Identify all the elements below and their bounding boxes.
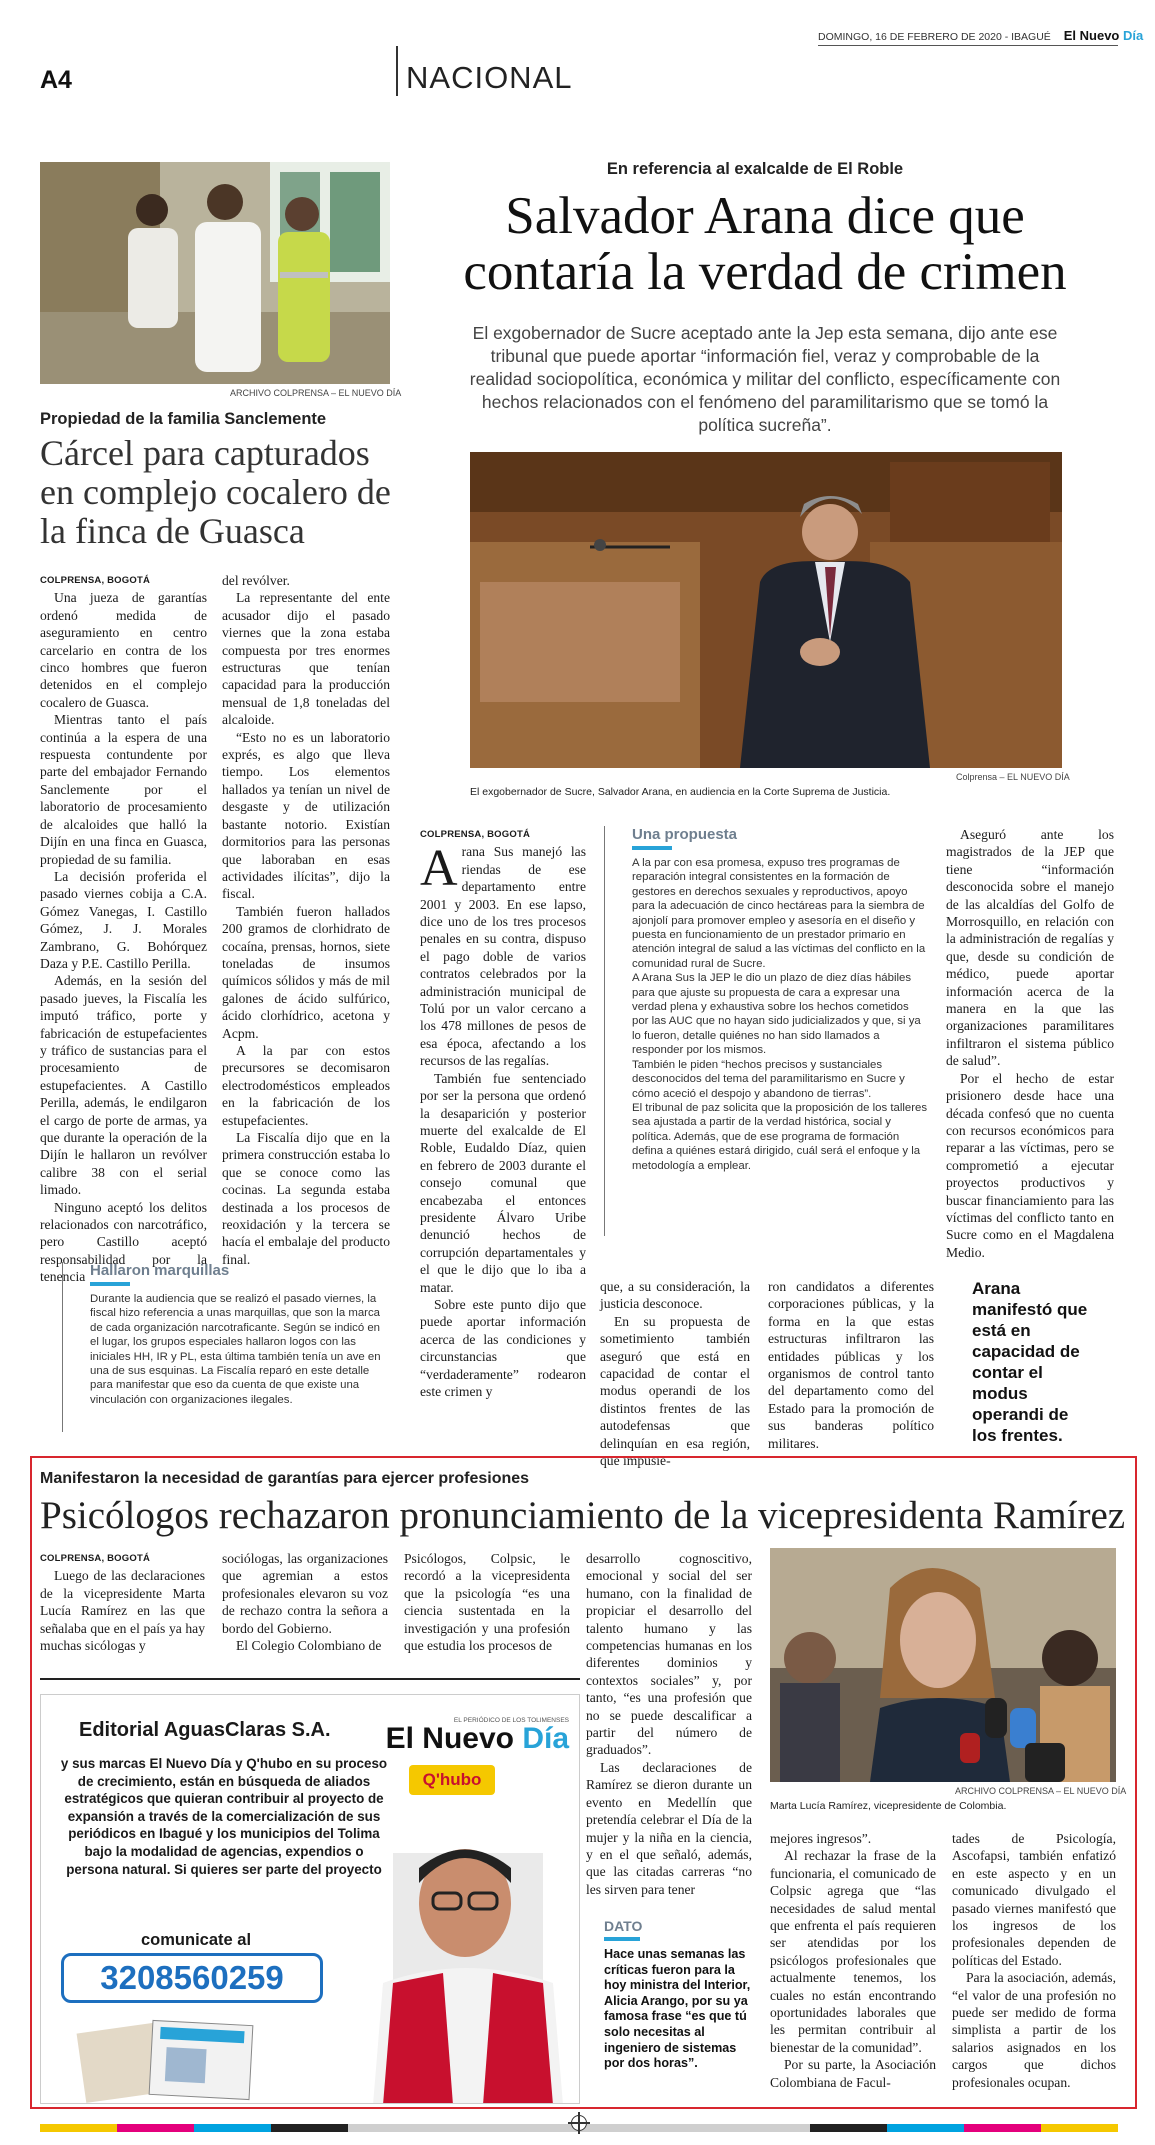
cmyk-swatch: [40, 2124, 117, 2132]
bottom-headline: Psicólogos rechazaron pronunciamiento de la vicepresidenta Ramírez: [40, 1494, 1126, 1537]
registration-mark-icon: [571, 2115, 587, 2131]
cmyk-swatch: [964, 2124, 1041, 2132]
photo-ramirez-illustration: [770, 1548, 1116, 1782]
main-col-2: [600, 1278, 750, 1469]
brand-prefix: El Nuevo: [1063, 28, 1120, 43]
ad-qhubo-logo: Q'hubo: [409, 1765, 495, 1795]
dato-text: Hace unas semanas las críticas fueron para la hoy ministra del Interior, Alicia Arango, por su ya famosa frase “es que tú solo necesitas al ingeniero de sistemas por dos horas”.: [604, 1947, 751, 2071]
paragraph: También fue sentenciado por ser la persona que ordenó la desaparición y posterior muerte del exalcalde de El Roble, Eudaldo Díaz, quien en febrero de 2003 durante el consejo comunal que encabezaba el entonces presidente Álvaro Uribe denunció hechos de corrupción departamentales y el que le dijo que lo iba a matar.: [420, 1070, 586, 1295]
main-col-3: [768, 1278, 934, 1452]
paragraph: Ninguno aceptó los delitos relacionados con narcotráfico, pero Castillo aceptó responsabilidad por la tenencia: [40, 1199, 207, 1285]
sidebar-propuesta-text: [632, 856, 928, 1173]
bottom-col-4: [586, 1550, 752, 1898]
paragraph: Para la asociación, además, “el valor de una profesión no puede ser medido de forma simplista a partir de los salarios asignados en los cargos que dichos profesionales ocupan.: [952, 1970, 1116, 2090]
ad-phone[interactable]: 3208560259: [61, 1953, 323, 2003]
paragraph: del revólver.: [222, 573, 290, 588]
section-title: NACIONAL: [406, 60, 573, 95]
cmyk-swatch: [810, 2124, 887, 2132]
paragraph: También le piden “hechos precisos y sustanciales desconocidos del tema del paramilitarismo en Sucre y cómo aceció el despojo y abandono de tierras”.: [632, 1058, 905, 1100]
paragraph: A la par con esa promesa, expuso tres programas de reparación integral consistentes en la formación de gestores en derechos sexuales y reproductivos, apoyo para la adecuación de cinco hectáreas para la siembra de ajonjolí para promover empleo y asesoría en el diseño y puesta en funcionamiento de un prestador primario en atención integral de salud a las víctimas del conflicto en la comunidad rural de Sucre.: [632, 857, 926, 970]
brand-suffix: Día: [1122, 28, 1144, 43]
propuesta-bracket: [604, 826, 605, 1236]
photo-capturados: [40, 162, 390, 384]
main-kicker: En referencia al exalcalde de El Roble: [606, 160, 904, 178]
left-byline: COLPRENSA, BOGOTÁ: [40, 575, 151, 586]
paragraph: ron candidatos a diferentes corporaciones públicas, y la forma en la que estas estructuras infiltraron las entidades públicas y los organismos de control tanto del departamento como del Estado para la promoción de sus banderas político militares.: [768, 1279, 934, 1451]
paragraph: Sobre este punto dijo que puede aportar información acerca de las condiciones y circunstancias que “verdaderamente” rodearon este crimen y: [420, 1296, 586, 1399]
ad-separator: [40, 1678, 580, 1680]
brand-logo: [1064, 28, 1143, 43]
paragraph: tades de Psicología, Ascofapsi, también enfatizó en este aspecto y en un comunicado divulgado el pasado viernes manifestó que los ingresos de los profesionales dependen de políticas del Estado.: [952, 1831, 1116, 1968]
cmyk-swatch: [117, 2124, 194, 2132]
drop-cap: A: [420, 840, 458, 898]
paragraph: La Fiscalía dijo que en la primera construcción estaba lo que se conoce como las cocinas. La segunda estaba destinada a los procesos de reoxidación y la tercera se hacía el embalaje del producto final.: [222, 1130, 390, 1267]
photo-ramirez: [770, 1548, 1116, 1782]
paragraph: La representante del ente acusador dijo el pasado viernes que la zona estaba compuesta por tres enormes estructuras que tenían capacidad para la producción mensual de 1,8 toneladas del alcaloide.: [222, 590, 390, 728]
cmyk-swatch: [1041, 2124, 1118, 2132]
dateline: [818, 28, 1143, 43]
pullquote: Arana manifestó que está en capacidad de contar el modus operandi de los frentes.: [972, 1279, 1088, 1445]
cmyk-swatch: [271, 2124, 348, 2132]
header-rule: [818, 45, 1118, 46]
main-deck: El exgobernador de Sucre aceptado ante la Jep esta semana, dijo ante ese tribunal que puede aportar “información fiel, veraz y comprobable de la realidad sociopolítica, económica y militar del conflicto, específicamente con hechos relacionados con el fenómeno del paramilitarismo que se tomó la política sucreña”.: [469, 323, 1061, 435]
bottom-kicker: Manifestaron la necesidad de garantías para ejercer profesiones: [40, 1470, 530, 1487]
paragraph: mejores ingresos”.: [770, 1831, 872, 1846]
paragraph: sociólogas, las organizaciones que agremian a estos profesionales elevaron su voz de rechazo contra la señora a bordo del Gobierno.: [222, 1551, 388, 1636]
sidebar-accent-bar: [632, 846, 672, 850]
paragraph: Por el hecho de estar prisionero desde hace una década confesó que no cuenta con recursos económicos para reparar a las víctimas, pero se comprometió a ejecutar proyectos productivos y buscar financiamiento para las víctimas del conflicto tanto en Sucre como en el Magdalena Medio.: [946, 1070, 1114, 1260]
paragraph: Además, en la sesión del pasado jueves, la Fiscalía les imputó tráfico, porte y fabricación de estupefacientes y tráfico de sustancias para el procesamiento de estupefacientes. A Castillo Perilla, además, le endilgaron el cargo de porte de armas, ya que durante la operación de la Dijín le hallaron un revólver calibre 38 con el serial limado.: [40, 973, 207, 1198]
arana-photo-credit: Colprensa – EL NUEVO DÍA: [956, 772, 1070, 782]
left-kicker: Propiedad de la familia Sanclemente: [40, 410, 327, 428]
paragraph: En su propuesta de sometimiento también aseguró que está en capacidad de contar el modus operandi de los distintos frentes de las autodefensas que delinquían en esa región, que impusie-: [600, 1313, 750, 1469]
paragraph: A Arana Sus la JEP le dio un plazo de diez días hábiles para que ajuste su propuesta de cara a expresar una verdad plena y exhaustiva sobre los hechos cometidos por las AUC que no hayan sido judicializados y que, si ya lo fueron, detalle quiénes no han sido llamados a responder por los mismos.: [632, 972, 921, 1057]
sidebar-accent-bar: [90, 1282, 130, 1286]
left-col-2: [222, 572, 390, 1268]
paragraph: Una jueza de garantías ordenó medida de aseguramiento en centro carcelario en contra de los cinco hombres que fueron detenidos en el complejo cocalero de Guasca.: [40, 590, 207, 710]
sidebar-marquillas-text: Durante la audiencia que se realizó el pasado viernes, la fiscal hizo referencia a unas marquillas, que son la marca de cada organización narcotraficante. Según se indicó en el lugar, los grupos especiales hallaron logos con las iniciales HH, IR y PL, esta última también tenía un ave en una de sus esquinas. La Fiscalía reparó en este detalle para manifestar que eso da cuenta de que existe una vinculación con organizaciones ilegales.: [90, 1293, 381, 1406]
ad-cta: comunicate al: [141, 1931, 252, 1949]
sidebar-propuesta: [632, 826, 928, 1173]
left-headline: Cárcel para capturados en complejo cocalero de la finca de Guasca: [40, 433, 391, 551]
bottom-col-1: [40, 1550, 205, 1654]
main-col-4: [946, 826, 1114, 1261]
dato-accent-bar: [604, 1937, 640, 1941]
arana-photo-caption: El exgobernador de Sucre, Salvador Arana, en audiencia en la Corte Suprema de Justicia.: [470, 786, 891, 798]
dato-title: DATO: [604, 1918, 643, 1934]
ad-logo: [369, 1717, 569, 1754]
main-col-1: [420, 826, 586, 1400]
bottom-byline: COLPRENSA, BOGOTÁ: [40, 1553, 151, 1564]
photo-credit-capturados: ARCHIVO COLPRENSA – EL NUEVO DÍA: [230, 388, 402, 398]
ad-logo-prefix: El Nuevo: [385, 1722, 514, 1755]
paragraph: [420, 840, 586, 1069]
ramirez-photo-credit: ARCHIVO COLPRENSA – EL NUEVO DÍA: [955, 1786, 1127, 1796]
ad-illustration: [41, 2015, 381, 2104]
ad-body: y sus marcas El Nuevo Día y Q'hubo en su proceso de crecimiento, están en búsqueda de aliados estratégicos que quieran contribuir al proyecto de expansión a través de la comercialización de sus periódicos en Ibagué y los municipios del Tolima bajo la modalidad de agencias, expendios o persona natural. Si quieres ser parte del proyecto: [60, 1756, 388, 1877]
paragraph: Al rechazar la frase de la funcionaria, el comunicado de Colpsic agrega que “las necesidades de salud mental que enfrenta el país requieren ser atendidas por los psicólogos profesionales que actualmente tenemos, los cuales no están encontrando oportunidades laborales que les permitan contribuir al bienestar de la comunidad”.: [770, 1848, 936, 2055]
photo-arana: [470, 452, 1062, 768]
sidebar-marquillas-title: Hallaron marquillas: [90, 1262, 230, 1279]
ad-logo-tagline: EL PERIÓDICO DE LOS TOLIMENSES: [453, 1717, 569, 1724]
paragraph: También fueron hallados 200 gramos de clorhidrato de cocaína, prensas, hornos, siete toneladas de insumos químicos sólidos y más de mil galones de ácido sulfúrico, ácido clorhídrico, acetona y Acpm.: [222, 903, 390, 1041]
paragraph: desarrollo cognoscitivo, emocional y social del ser humano, con la finalidad de propiciar el desarrollo del talento humano y las competencias humanas en los diferentes dominios y contextos sociales” y, por tanto, “es una profesión que no se puede descalificar a partir del número de graduados”.: [586, 1551, 752, 1758]
photo-arana-illustration: [470, 452, 1062, 768]
paragraph: A la par con estos precursores se decomisaron electrodomésticos empleados en la fabricación de los estupefacientes.: [222, 1042, 390, 1128]
cmyk-swatch: [194, 2124, 271, 2132]
lead-text: rana Sus manejó las riendas de ese departamento entre 2001 y 2003. En ese lapso, dice uno de los tres procesos penales en su contra, dispuso el pago doble de varios contratos celebrados por la administración municipal de Tolú por un valor cercano a los 478 millones de pesos de esa época, afectando a los recursos de las regalías.: [420, 844, 586, 1069]
left-col-1: [40, 572, 207, 1286]
section-divider: [396, 46, 398, 96]
bottom-col-6: [952, 1830, 1116, 2091]
ad-person-illustration: [353, 1813, 580, 2104]
ad-logo-brand: [369, 1724, 569, 1754]
sidebar-bracket: [62, 1262, 63, 1432]
paragraph: Psicólogos, Colpsic, le recordó a la vicepresidenta que la psicología “es una ciencia sustentada en la investigación y una profesión que estudia los procesos de: [404, 1551, 570, 1654]
cmyk-swatch: [887, 2124, 964, 2132]
paragraph: que, a su consideración, la justicia desconoce.: [600, 1279, 750, 1312]
paragraph: Aseguró ante los magistrados de la JEP que tiene “información desconocida sobre el manejo de las alcaldías del Golfo de Morrosquillo, en relación con la administración de regalías y que, desde su condición de médico, puede aportar información acerca de la manera en la que las organizaciones paramilitares infiltraron el sistema público de salud”.: [946, 827, 1114, 1069]
main-headline: Salvador Arana dice que contaría la verdad de crimen: [463, 187, 1067, 301]
photo-capturados-illustration: [40, 162, 390, 384]
paragraph: “Esto no es un laboratorio exprés, es algo que lleva tiempo. Los elementos hallados ya tenían un nivel de desgaste y de utilización bastante notorio. Existían dormitorios para las personas que laboraban en esas actividades ilícitas”, dijo la fiscal.: [222, 729, 390, 902]
bottom-col-5: [770, 1830, 936, 2091]
ad-title: Editorial AguasClaras S.A.: [79, 1719, 331, 1741]
bottom-col-3: [404, 1550, 570, 1654]
paragraph: El tribunal de paz solicita que la proposición de los talleres sea ajustada a partir de la verdad histórica, social y política. Además, que de ese programa de formación defina a quiénes estará dirigido, cuál será el enfoque y la metodología a emplear.: [632, 1101, 928, 1172]
dato-box: [604, 1918, 754, 2072]
paragraph: La decisión proferida el pasado viernes cobija a C.A. Gómez Vanegas, I. Castillo Gómez, J. J. Morales Zambrano, G. Bohórquez Daza y P.E. Castillo Perilla.: [40, 868, 207, 971]
sidebar-propuesta-title: Una propuesta: [632, 826, 738, 843]
dateline-text: DOMINGO, 16 DE FEBRERO DE 2020 - IBAGUÉ: [818, 31, 1051, 43]
ad-logo-suffix: Día: [522, 1722, 569, 1755]
paragraph: Mientras tanto el país continúa a la espera de una respuesta contundente por parte del embajador Fernando Sanclemente por el laboratorio de procesamiento de alcaloides que halló la Dijín en una finca en Guasca, propiedad de su familia.: [40, 712, 207, 867]
main-byline: COLPRENSA, BOGOTÁ: [420, 829, 531, 840]
bottom-col-2: [222, 1550, 388, 1654]
page-number: A4: [40, 66, 72, 94]
paragraph: Luego de las declaraciones de la vicepresidente Marta Lucía Ramírez en las que señalaba que en el país ya hay muchas sicólogas y: [40, 1568, 205, 1654]
paragraph: El Colegio Colombiano de: [236, 1638, 382, 1654]
paragraph: Las declaraciones de Ramírez se dieron durante un evento en Medellín que pretendía celebrar el Día de la mujer y la niña en la ciencia, y en el que señaló, además, que las citadas carreras “no les sirven para tener: [586, 1759, 752, 1897]
ramirez-photo-caption: Marta Lucía Ramírez, vicepresidente de Colombia.: [770, 1800, 1007, 1812]
sidebar-marquillas: [90, 1262, 390, 1407]
ad-box: [40, 1694, 580, 2104]
paragraph: Por su parte, la Asociación Colombiana de Facul-: [770, 2057, 936, 2090]
